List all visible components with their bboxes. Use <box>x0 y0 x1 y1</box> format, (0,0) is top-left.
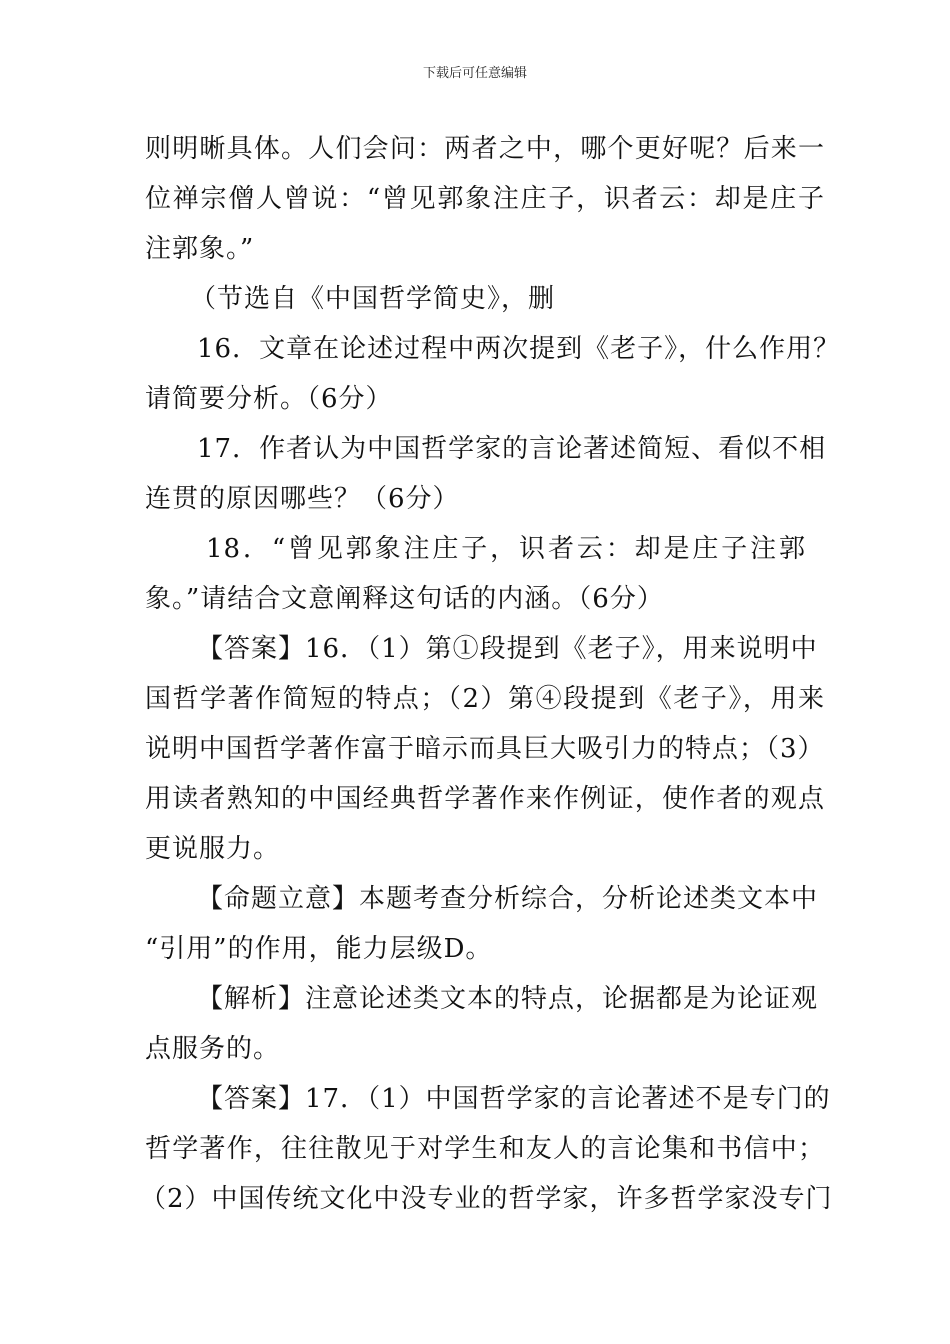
text-line: 位禅宗僧人曾说：“曾见郭象注庄子，识者云：却是庄子 <box>145 184 825 214</box>
question-18: 18．“曾见郭象注庄子，识者云：却是庄子注郭 <box>206 534 806 564</box>
text-line: 说明中国哲学著作富于暗示而具巨大吸引力的特点；（3） <box>145 734 825 764</box>
text-line: “引用”的作用，能力层级D。 <box>145 934 493 964</box>
page-header: 下载后可任意编辑 <box>422 66 527 81</box>
question-16: 16．文章在论述过程中两次提到《老子》，什么作用？ <box>197 334 841 364</box>
text-line: 更说服力。 <box>145 834 281 864</box>
text-line: 注郭象。” <box>145 234 255 264</box>
analysis-note: 【解析】注意论述类文本的特点，论据都是为论证观 <box>197 984 819 1014</box>
text-line: 象。”请结合文意阐释这句话的内涵。（6分） <box>145 584 664 614</box>
text-line: 用读者熟知的中国经典哲学著作来作例证，使作者的观点 <box>145 784 825 814</box>
text-line: 点服务的。 <box>145 1034 281 1064</box>
answer-17: 【答案】17．（1）中国哲学家的言论著述不是专门的 <box>197 1084 831 1114</box>
question-17: 17．作者认为中国哲学家的言论著述简短、看似不相 <box>197 434 827 464</box>
text-line: （2）中国传统文化中没专业的哲学家，许多哲学家没专门 <box>140 1184 833 1214</box>
source-note: （节选自《中国哲学简史》，删 <box>190 284 556 314</box>
text-line: 国哲学著作简短的特点；（2）第④段提到《老子》，用来 <box>145 684 825 714</box>
intent-note: 【命题立意】本题考查分析综合，分析论述类文本中 <box>197 884 819 914</box>
text-line: 哲学著作，往往散见于对学生和友人的言论集和书信中； <box>145 1134 825 1164</box>
text-line: 则明晰具体。人们会问：两者之中，哪个更好呢？后来一 <box>145 134 825 164</box>
text-line: 请简要分析。（6分） <box>145 384 393 414</box>
answer-16: 【答案】16．（1）第①段提到《老子》，用来说明中 <box>197 634 818 664</box>
text-line: 连贯的原因哪些？（6分） <box>145 484 460 514</box>
